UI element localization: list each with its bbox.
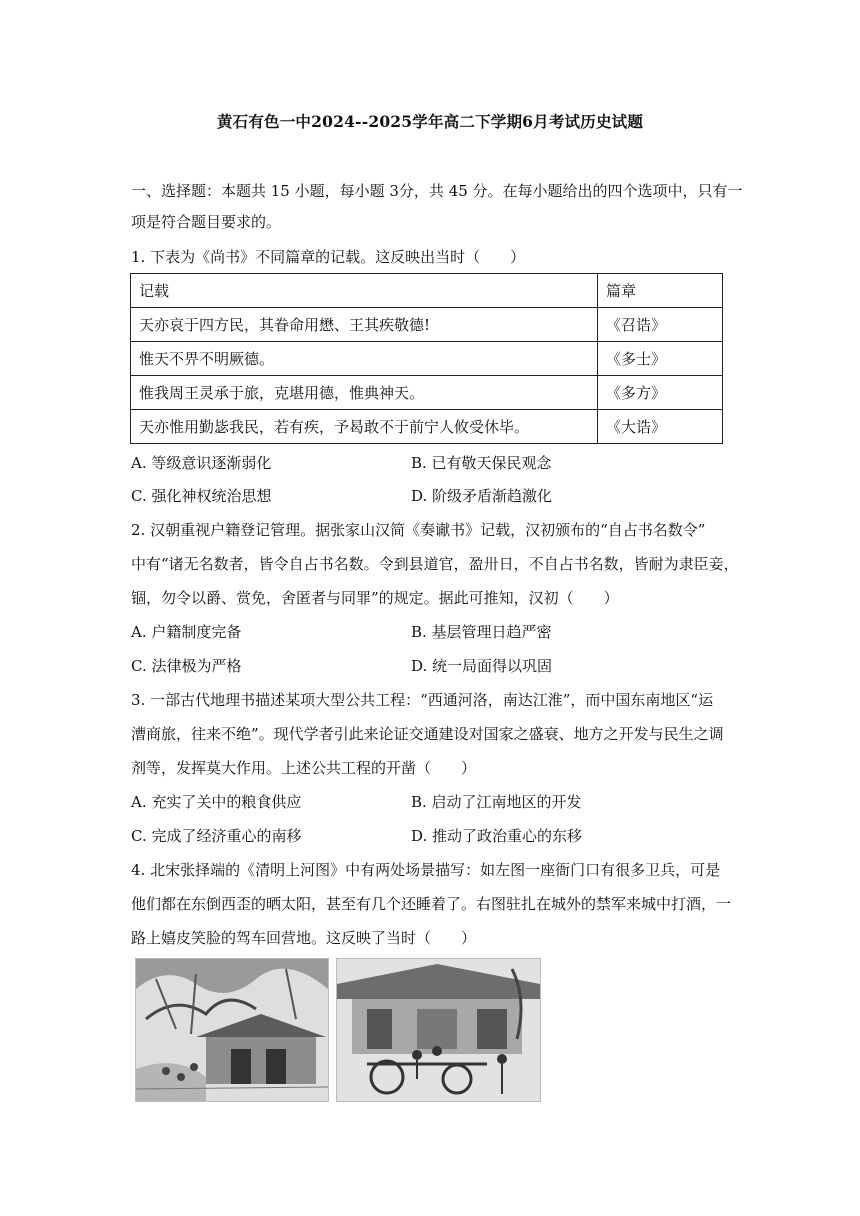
q1-option-c: C. 强化神权统治思想 — [131, 487, 272, 505]
table-cell: 惟天不畀不明厥德。 — [131, 342, 598, 376]
q1-record-table — [130, 273, 723, 444]
table-row — [131, 376, 723, 410]
painting-left-image — [135, 958, 329, 1102]
table-cell: 惟我周王灵承于旅，克堪用德，惟典神天。 — [131, 376, 598, 410]
q1-option-d: D. 阶级矛盾渐趋激化 — [411, 487, 553, 505]
q3-option-a: A. 充实了关中的粮食供应 — [131, 793, 302, 811]
table-cell: 《多士》 — [598, 342, 723, 376]
table-header-row — [131, 274, 723, 308]
table-header-cell: 篇章 — [598, 274, 723, 308]
q4-line-1: 4. 北宋张择端的《清明上河图》中有两处场景描写：如左图一座衙门口有很多卫兵，可是 — [131, 861, 721, 879]
q2-option-d: D. 统一局面得以巩固 — [411, 657, 553, 675]
table-row — [131, 308, 723, 342]
table-header-cell: 记载 — [131, 274, 598, 308]
q3-option-b: B. 启动了江南地区的开发 — [411, 793, 582, 811]
table-row — [131, 342, 723, 376]
page-title: 黄石有色一中2024--2025学年高二下学期6月考试历史试题 — [216, 112, 644, 131]
q4-line-3: 路上嬉皮笑脸的驾车回营地。这反映了当时（ ） — [131, 929, 477, 947]
table-row — [131, 410, 723, 444]
q3-line-2: 漕商旅，往来不绝”。现代学者引此来论证交通建设对国家之盛衰、地方之开发与民生之调 — [131, 725, 724, 743]
q2-option-a: A. 户籍制度完备 — [131, 623, 242, 641]
table-cell: 天亦哀于四方民，其眷命用懋、王其疾敬德! — [131, 308, 598, 342]
q1-stem: 1. 下表为《尚书》不同篇章的记载。这反映出当时（ ） — [131, 248, 526, 266]
q2-line-2: 中有“诸无名数者，皆令自占书名数。令到县道官，盈卅日，不自占书名数，皆耐为隶臣妾， — [131, 555, 739, 573]
table-cell: 《多方》 — [598, 376, 723, 410]
q2-line-1: 2. 汉朝重视户籍登记管理。据张家山汉简《奏谳书》记载，汉初颁布的“自占书名数令” — [131, 521, 706, 539]
q3-option-c: C. 完成了经济重心的南移 — [131, 827, 302, 845]
q4-line-2: 他们都在东倒西歪的晒太阳，甚至有几个还睡着了。右图驻扎在城外的禁军来城中打酒，一 — [131, 895, 732, 913]
table-cell: 《大诰》 — [598, 410, 723, 444]
q2-option-b: B. 基层管理日趋严密 — [411, 623, 552, 641]
q2-line-3: 锢，勿令以爵、赏免，舍匿者与同罪”的规定。据此可推知，汉初（ ） — [131, 589, 619, 607]
section-intro-line-2: 项是符合题目要求的。 — [131, 213, 282, 231]
q3-option-d: D. 推动了政治重心的东移 — [411, 827, 583, 845]
q3-line-3: 剂等，发挥莫大作用。上述公共工程的开凿（ ） — [131, 759, 477, 777]
table-cell: 《召诰》 — [598, 308, 723, 342]
section-intro-line-1: 一、选择题：本题共 15 小题，每小题 3分，共 45 分。在每小题给出的四个选项中，只有一 — [131, 182, 743, 200]
q2-option-c: C. 法律极为严格 — [131, 657, 242, 675]
q1-option-a: A. 等级意识逐渐弱化 — [131, 454, 272, 472]
q1-option-b: B. 已有敬天保民观念 — [411, 454, 552, 472]
q3-line-1: 3. 一部古代地理书描述某项大型公共工程：“西通河洛，南达江淮”，而中国东南地区“运 — [131, 691, 714, 709]
table-cell: 天亦惟用勤毖我民，若有疾，予曷敢不于前宁人攸受休毕。 — [131, 410, 598, 444]
painting-right-image — [336, 958, 541, 1102]
